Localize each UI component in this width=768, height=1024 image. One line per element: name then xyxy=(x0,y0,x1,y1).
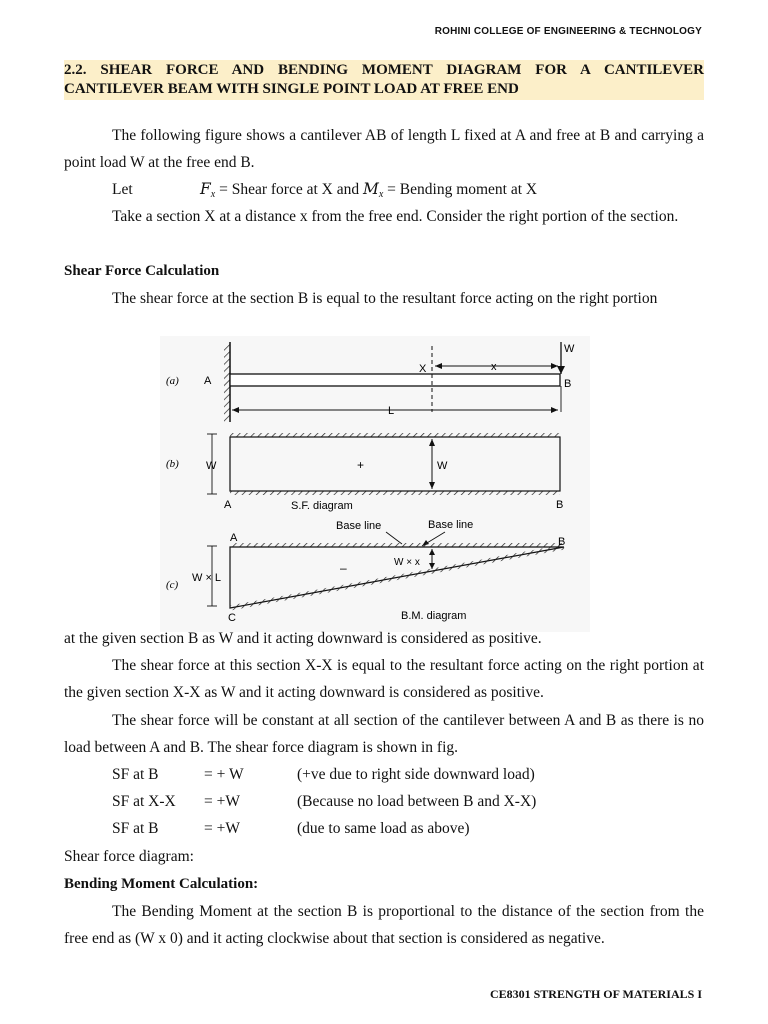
label-base-line-2: Base line xyxy=(428,519,474,531)
bm-paragraph-1: The Bending Moment at the section B is proportional to the distance of the section from the free end as (W x 0) and it acting clockwise about that section is considered as negative. xyxy=(64,903,704,947)
mx-text: = Bending moment at X xyxy=(383,181,538,198)
let-word: Let xyxy=(112,181,133,198)
sf-row-note: (Because no load between B and X-X) xyxy=(297,793,537,810)
sf-heading: Shear Force Calculation xyxy=(64,263,220,279)
intro-paragraph: The following figure shows a cantilever AB of length L fixed at A and free at B and carrying a point load W at the free end B. xyxy=(64,127,704,171)
sf-hatch-bottom xyxy=(230,491,560,495)
section-title-line2: CANTILEVER BEAM WITH SINGLE POINT LOAD AT FREE END xyxy=(64,81,519,97)
sf-row-value: = +W xyxy=(204,820,240,837)
label-W-sf-left: W xyxy=(206,460,217,472)
label-x-distance: x xyxy=(491,361,497,373)
sf-plus-sign: + xyxy=(357,458,365,472)
label-A-bm: A xyxy=(230,532,238,544)
beam xyxy=(230,374,560,386)
label-B-beam: B xyxy=(564,378,572,390)
label-a-part: (a) xyxy=(166,375,179,387)
mx-symbol: M xyxy=(362,180,379,198)
sf-paragraph-end: at the given section B as W and it acting downward is considered as positive. xyxy=(64,630,542,647)
fx-symbol: F xyxy=(200,180,211,198)
sf-row-note: (due to same load as above) xyxy=(297,820,470,837)
cantilever-figure xyxy=(160,336,590,632)
label-wx: W × x xyxy=(394,557,420,568)
label-base-line-1: Base line xyxy=(336,520,382,532)
bm-minus-sign: – xyxy=(340,561,347,575)
mx-subscript: x xyxy=(378,189,384,200)
label-W-load: W xyxy=(564,343,575,355)
label-A-beam: A xyxy=(204,375,212,387)
fx-text: = Shear force at X and xyxy=(215,181,363,198)
bm-caption: B.M. diagram xyxy=(401,610,467,622)
sf-paragraph-2: The shear force at this section X-X is equal to the resultant force acting on the right portion at the given section X-X as W and it acting downward is considered as positive. xyxy=(64,657,704,701)
sf-paragraph-start: The shear force at the section B is equal to the resultant force acting on the right portion xyxy=(112,290,658,307)
label-B-sf: B xyxy=(556,499,564,511)
label-A-sf: A xyxy=(224,499,232,511)
fixed-support-hatch xyxy=(224,344,230,422)
sf-row-value: = + W xyxy=(204,766,244,783)
section-title-line1: 2.2. SHEAR FORCE AND BENDING MOMENT DIAGRAM FOR A CANTILEVER xyxy=(64,62,704,78)
label-b-part: (b) xyxy=(166,458,179,470)
sf-diagram-label: Shear force diagram: xyxy=(64,848,194,865)
label-X-section: X xyxy=(419,363,427,375)
page-footer: CE8301 STRENGTH OF MATERIALS I xyxy=(489,987,702,1001)
label-B-bm: B xyxy=(558,536,566,548)
label-c-part: (c) xyxy=(166,579,179,591)
sf-row-note: (+ve due to right side downward load) xyxy=(297,766,535,783)
sf-caption: S.F. diagram xyxy=(291,500,353,512)
sf-row-value: = +W xyxy=(204,793,240,810)
page-header: ROHINI COLLEGE OF ENGINEERING & TECHNOLOGY xyxy=(434,26,702,37)
fx-subscript: x xyxy=(210,189,216,200)
sf-row-label: SF at B xyxy=(112,820,159,837)
section-title xyxy=(64,60,704,100)
label-C-bm: C xyxy=(228,612,236,624)
sf-row-label: SF at X-X xyxy=(112,793,176,810)
bm-heading: Bending Moment Calculation: xyxy=(64,876,259,892)
sf-paragraph-3: The shear force will be constant at all section of the cantilever between A and B as there is no load between A and B. The shear force diagram is shown in fig. xyxy=(64,712,704,756)
sf-row-label: SF at B xyxy=(112,766,159,783)
sf-hatch-top xyxy=(230,433,560,437)
label-wl: W × L xyxy=(192,572,222,584)
label-W-sf-right: W xyxy=(437,460,448,472)
label-L-length: L xyxy=(388,405,395,417)
section-paragraph: Take a section X at a distance x from the free end. Consider the right portion of the section. xyxy=(112,208,679,225)
